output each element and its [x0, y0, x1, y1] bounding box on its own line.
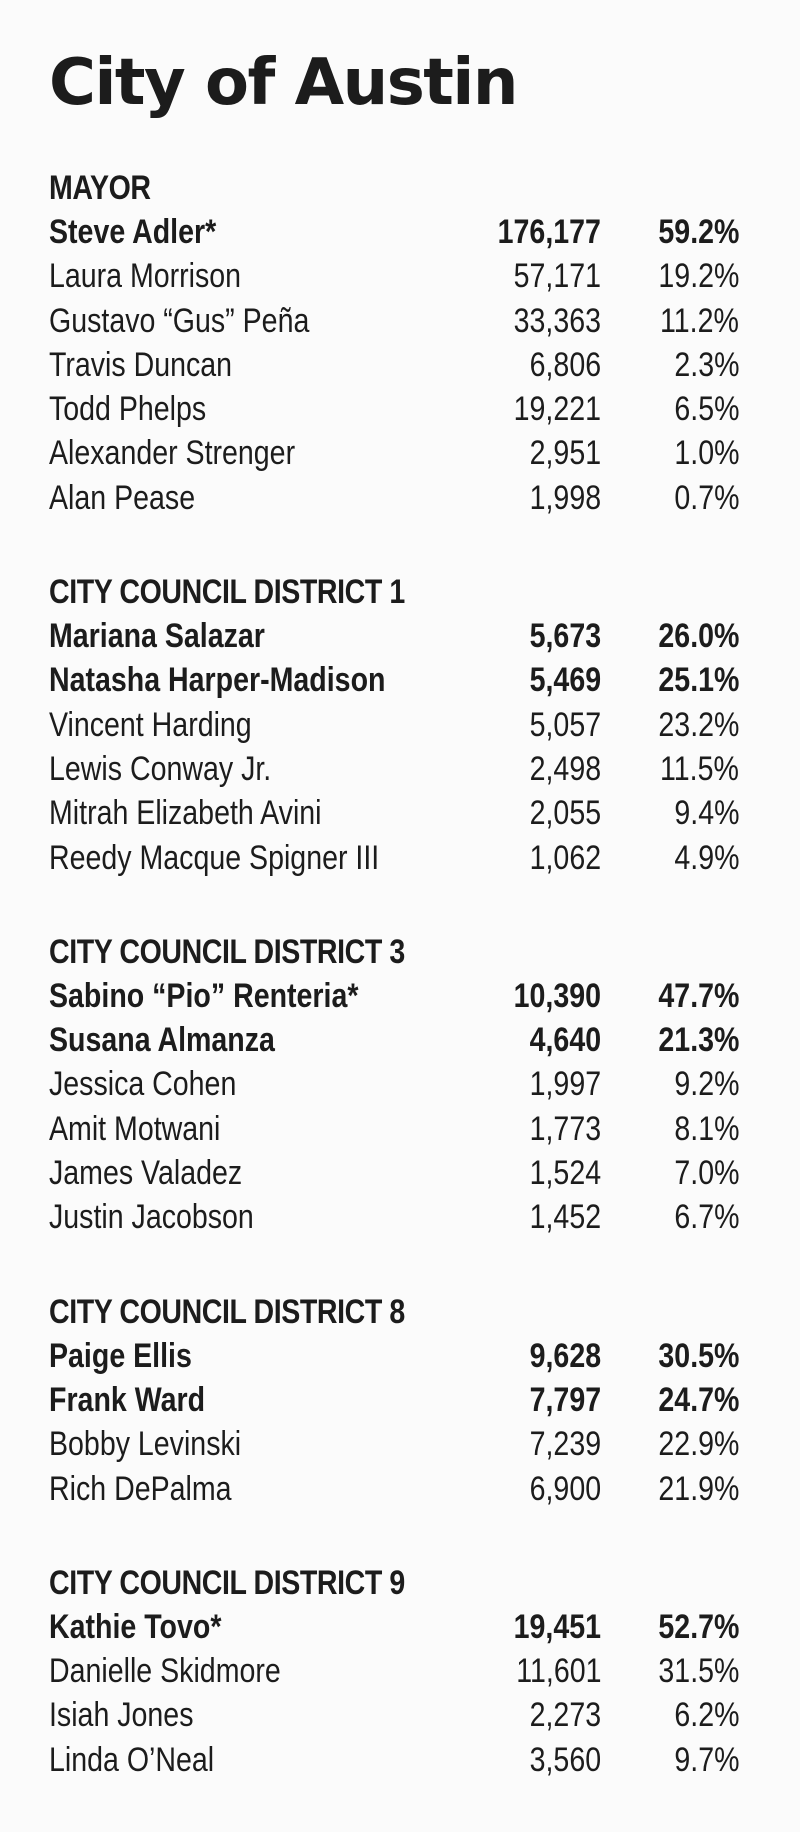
- candidate-name: Alexander Strenger: [49, 434, 296, 473]
- vote-percentage: 23.2%: [658, 705, 739, 744]
- vote-count: 10,390: [513, 976, 601, 1015]
- vote-percentage: 6.5%: [673, 390, 739, 429]
- vote-percentage: 9.4%: [673, 794, 739, 833]
- vote-count: 6,806: [529, 345, 601, 384]
- candidate-row: [49, 1195, 739, 1239]
- results-sections: [49, 166, 739, 1782]
- candidate-name: Laura Morrison: [49, 257, 242, 296]
- candidate-name: Rich DePalma: [49, 1469, 232, 1508]
- vote-percentage: 1.0%: [673, 434, 739, 473]
- results-page: [49, 40, 739, 1832]
- vote-count: 5,057: [529, 705, 601, 744]
- race-heading: CITY COUNCIL DISTRICT 8: [49, 1292, 405, 1331]
- candidate-row: [49, 343, 739, 387]
- candidate-name: Isiah Jones: [49, 1696, 194, 1735]
- candidate-name: Bobby Levinski: [49, 1425, 242, 1464]
- race-section: [49, 166, 739, 520]
- candidate-row: [49, 1422, 739, 1466]
- vote-count: 9,628: [529, 1336, 601, 1375]
- race-heading: CITY COUNCIL DISTRICT 1: [49, 573, 405, 612]
- candidate-name: Natasha Harper-Madison: [49, 661, 386, 700]
- vote-percentage: 11.2%: [660, 301, 739, 340]
- page-title: City of Austin: [49, 46, 517, 120]
- vote-count: 6,900: [529, 1469, 601, 1508]
- vote-percentage: 47.7%: [658, 976, 739, 1015]
- candidate-row: [49, 1378, 739, 1422]
- candidate-name: Sabino “Pio” Renteria*: [49, 976, 359, 1015]
- vote-percentage: 52.7%: [658, 1607, 739, 1646]
- candidate-row: [49, 614, 739, 658]
- candidate-row: [49, 1107, 739, 1151]
- vote-count: 7,797: [529, 1380, 601, 1419]
- candidate-name: Frank Ward: [49, 1380, 206, 1419]
- vote-percentage: 4.9%: [673, 838, 739, 877]
- candidate-name: Danielle Skidmore: [49, 1652, 281, 1691]
- vote-percentage: 9.7%: [673, 1740, 739, 1779]
- candidate-row: [49, 703, 739, 747]
- vote-count: 2,055: [529, 794, 601, 833]
- vote-percentage: 25.1%: [658, 661, 739, 700]
- candidate-row: [49, 658, 739, 702]
- candidate-name: Kathie Tovo*: [49, 1607, 222, 1646]
- vote-count: 19,451: [513, 1607, 601, 1646]
- candidate-name: Reedy Macque Spigner III: [49, 838, 380, 877]
- vote-percentage: 6.7%: [673, 1198, 739, 1237]
- candidate-name: Todd Phelps: [49, 390, 207, 429]
- vote-count: 176,177: [497, 213, 601, 251]
- candidate-row: [49, 836, 739, 880]
- vote-percentage: 7.0%: [673, 1154, 739, 1193]
- candidate-row: [49, 299, 739, 343]
- vote-percentage: 6.2%: [673, 1696, 739, 1735]
- vote-percentage: 22.9%: [658, 1425, 739, 1464]
- vote-percentage: 31.5%: [658, 1652, 739, 1691]
- vote-count: 3,560: [529, 1740, 601, 1779]
- candidate-name: Jessica Cohen: [49, 1065, 237, 1104]
- candidate-row: [49, 1018, 739, 1062]
- candidate-row: [49, 1738, 739, 1782]
- candidate-name: Alan Pease: [49, 478, 196, 517]
- candidate-row: [49, 1062, 739, 1106]
- vote-count: 1,452: [529, 1198, 601, 1237]
- candidate-name: Steve Adler*: [49, 213, 217, 251]
- candidate-name: Lewis Conway Jr.: [49, 749, 272, 788]
- candidate-row: [49, 1334, 739, 1378]
- vote-percentage: 21.9%: [658, 1469, 739, 1508]
- candidate-name: Susana Almanza: [49, 1021, 275, 1060]
- vote-percentage: 59.2%: [658, 213, 739, 251]
- vote-percentage: 11.5%: [660, 749, 739, 788]
- candidate-row: [49, 1605, 739, 1649]
- vote-percentage: 8.1%: [673, 1109, 739, 1148]
- vote-percentage: 30.5%: [658, 1336, 739, 1375]
- candidate-name: Amit Motwani: [49, 1109, 221, 1148]
- vote-percentage: 0.7%: [673, 478, 739, 517]
- candidate-name: Justin Jacobson: [49, 1198, 254, 1237]
- vote-count: 1,998: [529, 478, 601, 517]
- candidate-row: [49, 387, 739, 431]
- race-heading: MAYOR: [49, 169, 151, 207]
- candidate-row: [49, 747, 739, 791]
- candidate-name: Gustavo “Gus” Peña: [49, 301, 310, 340]
- candidate-row: [49, 476, 739, 520]
- candidate-name: Paige Ellis: [49, 1336, 192, 1375]
- candidate-row: [49, 1693, 739, 1737]
- candidate-name: James Valadez: [49, 1154, 243, 1193]
- candidate-row: [49, 1151, 739, 1195]
- race-section: [49, 930, 739, 1240]
- race-section: [49, 1561, 739, 1782]
- candidate-row: [49, 974, 739, 1018]
- candidate-row: [49, 1467, 739, 1511]
- vote-count: 1,997: [529, 1065, 601, 1104]
- vote-count: 5,673: [529, 617, 601, 656]
- candidate-name: Mariana Salazar: [49, 617, 265, 656]
- vote-count: 7,239: [529, 1425, 601, 1464]
- candidate-name: Vincent Harding: [49, 705, 252, 744]
- vote-percentage: 2.3%: [673, 345, 739, 384]
- vote-count: 1,062: [529, 838, 601, 877]
- vote-count: 57,171: [513, 257, 601, 296]
- candidate-row: [49, 1649, 739, 1693]
- candidate-name: Travis Duncan: [49, 345, 233, 384]
- vote-percentage: 21.3%: [658, 1021, 739, 1060]
- race-heading: CITY COUNCIL DISTRICT 9: [49, 1563, 405, 1602]
- candidate-row: [49, 210, 739, 254]
- vote-percentage: 9.2%: [673, 1065, 739, 1104]
- vote-count: 19,221: [513, 390, 601, 429]
- vote-count: 5,469: [529, 661, 601, 700]
- candidate-row: [49, 791, 739, 835]
- vote-count: 1,773: [529, 1109, 601, 1148]
- candidate-name: Mitrah Elizabeth Avini: [49, 794, 322, 833]
- vote-count: 2,273: [529, 1696, 601, 1735]
- candidate-row: [49, 431, 739, 475]
- vote-count: 4,640: [529, 1021, 601, 1060]
- vote-percentage: 26.0%: [658, 617, 739, 656]
- race-section: [49, 570, 739, 880]
- vote-count: 1,524: [529, 1154, 601, 1193]
- race-section: [49, 1290, 739, 1511]
- candidate-row: [49, 254, 739, 298]
- vote-percentage: 24.7%: [658, 1380, 739, 1419]
- candidate-name: Linda O’Neal: [49, 1740, 215, 1779]
- vote-percentage: 19.2%: [658, 257, 739, 296]
- vote-count: 2,498: [529, 749, 601, 788]
- race-heading: CITY COUNCIL DISTRICT 3: [49, 932, 405, 971]
- vote-count: 33,363: [513, 301, 601, 340]
- vote-count: 2,951: [529, 434, 601, 473]
- vote-count: 11,601: [515, 1652, 601, 1691]
